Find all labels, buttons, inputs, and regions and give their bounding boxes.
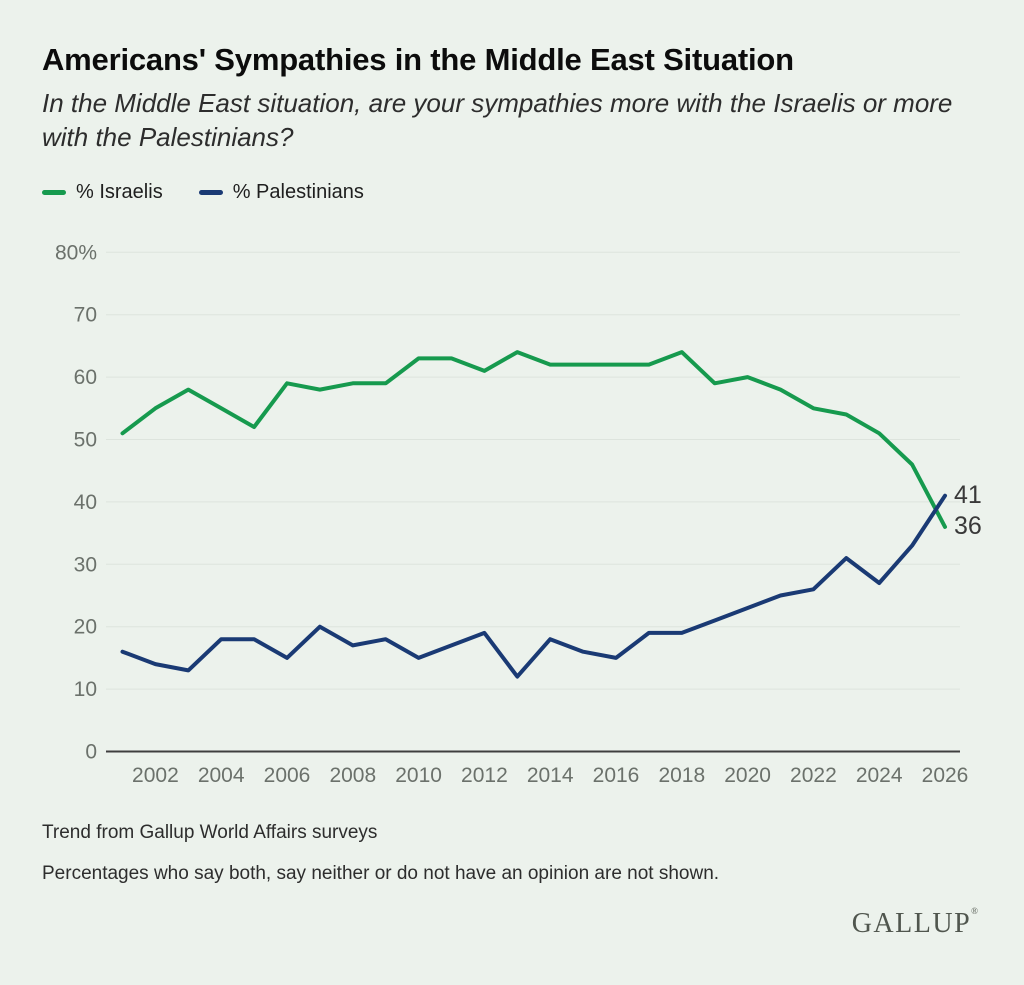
palestinians-end-value: 41 (954, 481, 982, 509)
page-title: Americans' Sympathies in the Middle East Situation (42, 42, 794, 77)
x-tick-label: 2002 (132, 764, 179, 787)
y-tick-label: 60 (73, 366, 97, 390)
y-tick-label: 50 (73, 428, 97, 452)
x-tick-label: 2016 (592, 764, 640, 787)
x-tick-label: 2008 (329, 764, 377, 787)
registered-mark: ® (971, 906, 978, 916)
palestinians-line (123, 496, 946, 677)
gallup-logo-text: GALLUP (851, 908, 972, 939)
y-tick-label: 0 (85, 740, 97, 764)
x-tick-label: 2010 (395, 764, 442, 787)
legend-label-palestinians: % Palestinians (232, 181, 364, 203)
x-tick-label: 2026 (921, 764, 969, 787)
x-tick-label: 2018 (658, 764, 706, 787)
y-tick-label: 40 (73, 490, 97, 514)
y-tick-label: 30 (73, 553, 97, 577)
x-tick-label: 2014 (526, 764, 574, 787)
x-tick-label: 2022 (790, 764, 837, 787)
y-tick-label: 80% (54, 241, 97, 265)
source-note: Trend from Gallup World Affairs surveys (42, 822, 378, 843)
x-tick-label: 2020 (724, 764, 771, 787)
chart-subtitle: In the Middle East situation, are your sympathies more with the Israelis or more with the Palestinians? (42, 88, 953, 152)
gallup-logo (852, 906, 978, 940)
x-tick-label: 2006 (263, 764, 311, 787)
method-note: Percentages who say both, say neither or do not have an opinion are not shown. (42, 863, 720, 884)
x-tick-label: 2024 (855, 764, 903, 787)
israelis-end-value: 36 (954, 512, 982, 540)
y-tick-label: 10 (73, 678, 97, 702)
x-tick-label: 2004 (197, 764, 245, 787)
x-tick-label: 2012 (461, 764, 508, 787)
y-tick-label: 70 (73, 303, 97, 327)
y-tick-label: 20 (73, 615, 97, 639)
legend-label-israelis: % Israelis (76, 181, 163, 203)
